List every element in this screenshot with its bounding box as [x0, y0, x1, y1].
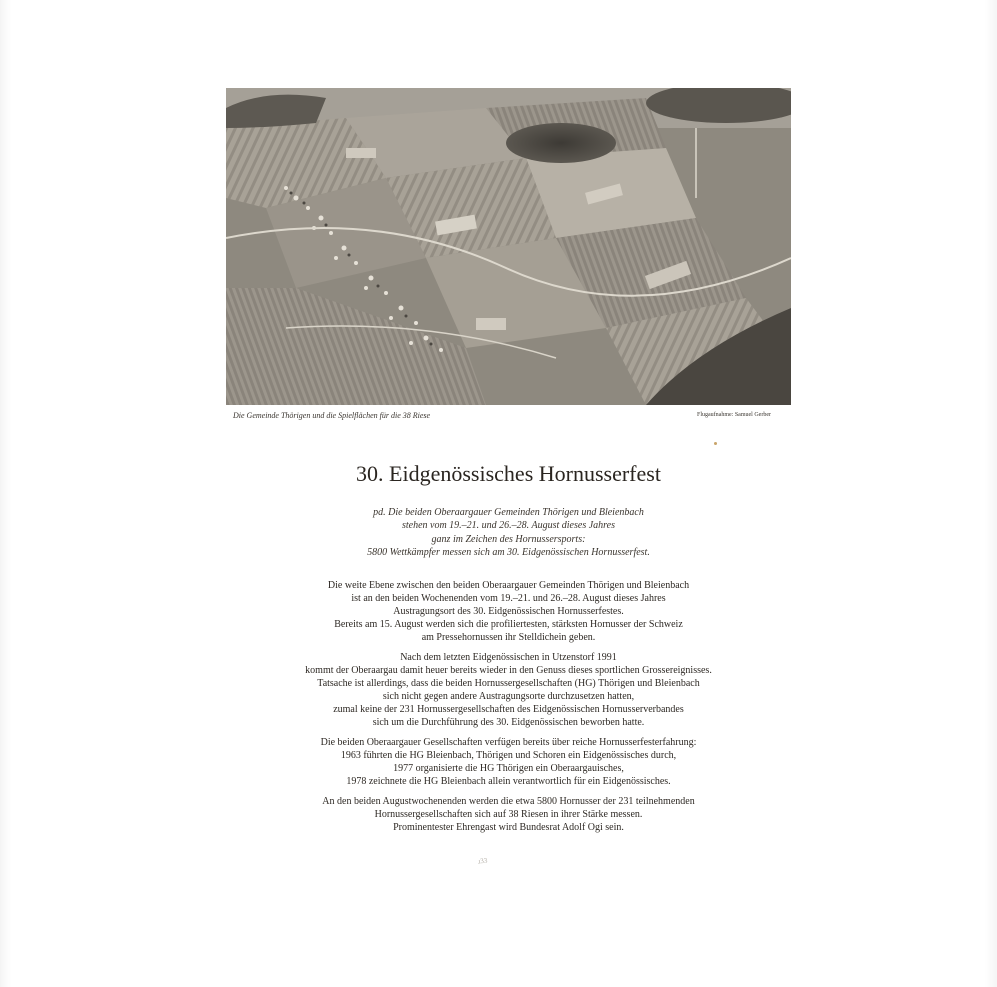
lead-line: stehen vom 19.–21. und 26.–28. August dieses Jahres	[401, 520, 616, 532]
body-line: Tatsache ist allerdings, dass die beiden Hornussergesellschaften (HG) Thörigen und Bleienbach	[317, 678, 700, 689]
photo-credit: Flugaufnahme: Samuel Gerber	[697, 412, 771, 418]
body-line: Die weite Ebene zwischen den beiden Oberaargauer Gemeinden Thörigen und Bleienbach	[327, 580, 690, 591]
body-line: Hornussergesellschaften sich auf 38 Riesen in ihrer Stärke messen.	[374, 809, 643, 820]
body-line: Austragungsort des 30. Eidgenössischen Hornusserfestes.	[393, 606, 624, 617]
body-line: kommt der Oberaargau damit heuer bereits wieder in den Genuss dieses sportlichen Grossereignisses.	[305, 665, 712, 676]
lead-line: pd. Die beiden Oberaargauer Gemeinden Thörigen und Bleienbach	[373, 507, 644, 518]
article-body	[226, 579, 791, 841]
body-line: zumal keine der 231 Hornussergesellschaften des Eidgenössischen Hornusserverbandes	[333, 704, 684, 715]
body-line: Prominentester Ehrengast wird Bundesrat Adolf Ogi sein.	[393, 822, 624, 833]
body-line: 1977 organisierte die HG Thörigen ein Oberaargauisches,	[393, 763, 624, 774]
article-lead	[226, 506, 791, 560]
lead-line: ganz im Zeichen des Hornussersports:	[431, 533, 586, 545]
body-line: 1963 führten die HG Bleienbach, Thörigen und Schoren ein Eidgenössisches durch,	[340, 750, 677, 761]
article-title: 30. Eidgenössisches Hornusserfest	[356, 461, 661, 486]
body-line: Bereits am 15. August werden sich die profiliertesten, stärksten Hornusser der Schweiz	[334, 619, 683, 630]
paragraph	[226, 651, 791, 729]
body-line: am Pressehornussen ihr Stelldichein geben.	[421, 632, 596, 643]
body-line: sich um die Durchführung des 30. Eidgenössischen beworben hatte.	[372, 717, 645, 728]
body-line: Nach dem letzten Eidgenössischen in Utzenstorf 1991	[400, 652, 617, 663]
paragraph	[226, 795, 791, 834]
paragraph	[226, 736, 791, 788]
body-line: An den beiden Augustwochenenden werden die etwa 5800 Hornusser der 231 teilnehmenden	[322, 796, 695, 807]
photo-caption: Die Gemeinde Thörigen und die Spielflächen für die 38 Riese	[233, 411, 431, 420]
body-line: ist an den beiden Wochenenden vom 19.–21. und 26.–28. August dieses Jahres	[351, 593, 666, 604]
paragraph	[226, 579, 791, 644]
ink-dot	[714, 442, 717, 445]
body-line: sich nicht gegen andere Austragungsorte durchzusetzen hatten,	[382, 691, 635, 702]
aerial-photo	[226, 88, 791, 405]
lead-line: 5800 Wettkämpfer messen sich am 30. Eidgenössischen Hornusserfest.	[367, 547, 650, 559]
body-line: Die beiden Oberaargauer Gesellschaften verfügen bereits über reiche Hornusserfesterfahrung:	[320, 737, 697, 748]
pencil-mark: ɹ33	[477, 856, 488, 866]
body-line: 1978 zeichnete die HG Bleienbach allein verantwortlich für ein Eidgenössisches.	[346, 776, 671, 787]
